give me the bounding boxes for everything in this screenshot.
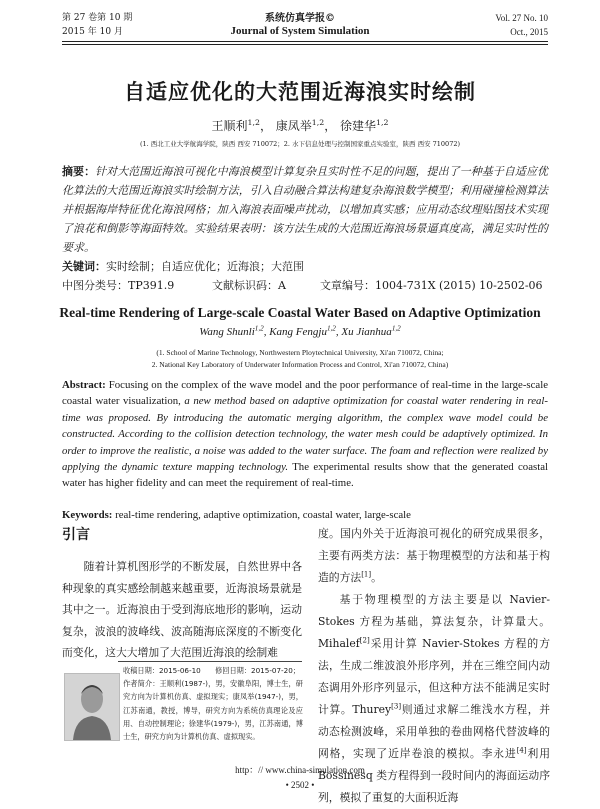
footnote-bio: 作者简介：王顺利(1987-)，男，安徽阜阳，博士生，研究方向为计算机仿真、虚拟现实；康凤举(1947-)，男，江苏南通，教授，博导，研究方向为系统仿真理论及应用、自动控制理论；徐建华(1979-)，男，江苏南通，博士生，研究方向为计算机仿真、虚拟现实。 xyxy=(123,679,303,742)
keywords-cn-label: 关键词： xyxy=(62,260,106,273)
page-number: • 2502 • xyxy=(285,780,315,790)
affiliation-en-1: (1. School of Marine Technology, Northwestern Ploytechnical University, Xi'an 710072, China; xyxy=(156,348,444,357)
author-photo xyxy=(64,673,120,741)
author-name: Kang Fengju xyxy=(269,326,327,338)
abstract-en-label: Abstract: xyxy=(62,379,106,391)
author-name: Wang Shunli xyxy=(199,326,255,338)
affiliation-cn: (1. 西北工业大学航海学院，陕西 西安 710072；2. 水下信息处理与控制国家重点实验室，陕西 西安 710072) xyxy=(140,140,460,148)
author-affil-sup: 1,2 xyxy=(311,118,325,127)
author-name: 康凤举 xyxy=(275,119,312,133)
keywords-en xyxy=(62,508,548,522)
header-volume-cn: 第 27 卷第 10 期 xyxy=(62,13,133,23)
section-heading-intro: 引言 xyxy=(62,527,90,543)
keywords-cn xyxy=(62,259,548,275)
para-text: 则通过求解二维浅水方程，并动态检测波峰，采用单独的卷曲网格代替波峰的网格，实现了近岸卷浪的模拟。李永进 xyxy=(318,703,550,760)
citation: [3] xyxy=(391,701,402,711)
paper-title-cn: 自适应优化的大范围近海浪实时绘制 xyxy=(124,79,476,104)
author-affil-sup: 1,2 xyxy=(376,118,389,127)
abstract-en-part2: a new method based on adaptive optimization for coastal water rendering in real-time was proposed. By introducing the automatic merging algorithm, the complex wave model could be constructed. According to the collision detection technology, the water mesh could be adaptively optimized. In order to improve the realistic, a noise was added to the water surface. The foam and reflection were realized by applying the dynamic texture mapping technology. xyxy=(62,395,548,474)
keywords-cn-text: 实时绘制；自适应优化；近海浪；大范围 xyxy=(106,260,304,273)
abstract-cn-text: 针对大范围近海浪可视化中海浪模型计算复杂且实时性不足的问题，提出了一种基于自适应优化算法的大范围近海浪实时绘制方法，引入自动融合算法构建复杂海浪数学模型；利用碰撞检测算法并根据海岸特征优化海浪网格；加入海浪表面噪声扰动，以增加真实感；应用动态纹理贴图技术实现了浪花和倒影等海面特效。实验结果表明：该方法生成的大范围近海浪场景逼真度高，满足实时性的要求。 xyxy=(62,165,548,254)
footnote-received: 收稿日期：2015-06-10 修回日期：2015-07-20； xyxy=(123,666,300,675)
header-rule xyxy=(62,41,548,42)
authors-cn: 王顺利$^{1,2}$， 康凤举$^{1,2}$， 徐建华$^{1,2}$ xyxy=(211,118,389,133)
author-name: 王顺利 xyxy=(211,119,248,133)
author-name: 徐建华 xyxy=(340,119,377,133)
para-text: 。 xyxy=(371,571,382,584)
header-journal-cn: 系统仿真学报© xyxy=(265,13,335,24)
author-affil-sup: 1,2 xyxy=(247,118,260,127)
footnote-rule xyxy=(118,661,302,662)
article-number: 文章编号：1004-731X (2015) 10-2502-06 xyxy=(320,279,543,292)
authors-en: Wang Shunli$^{1,2}$, Kang Fengju$^{1,2}$, Xu Jianhua$^{1,2}$ xyxy=(199,324,401,338)
keywords-en-text: real-time rendering, adaptive optimization, coastal water, large-scale xyxy=(115,509,411,521)
header-date-en: Oct., 2015 xyxy=(510,27,548,37)
intro-paragraph-left: 随着计算机图形学的不断发展，自然世界中各种现象的真实感绘制越来越重要，近海浪场景就是其中之一。近海浪由于受到海底地形的影响，运动复杂，波浪的波峰线、波高随海底深度的不断变化而变化，这大大增加了大范围近海浪的绘制难 xyxy=(62,560,302,659)
citation: [4] xyxy=(516,745,527,755)
citation: [2] xyxy=(359,635,370,645)
header-rule-thin xyxy=(62,44,548,45)
citation: [1] xyxy=(361,569,372,579)
doc-code: 文献标识码：A xyxy=(212,279,286,292)
para-text: 利用 Bossinesq 类方程得到一段时间内的海面运动序列，模拟了重复的大面积近海 xyxy=(318,747,551,804)
left-column xyxy=(62,556,302,664)
abstract-cn-label: 摘要： xyxy=(62,165,96,178)
abstract-cn xyxy=(62,162,548,257)
footer-url[interactable]: http：// www.china-simulation.com xyxy=(235,765,365,775)
intro-paragraph-right-2 xyxy=(318,589,550,809)
clc-number: 中图分类号：TP391.9 xyxy=(62,279,175,292)
affiliation-en-2: 2. National Key Laboratory of Underwater Information Process and Control, Xi'an 710072, China) xyxy=(151,360,449,369)
keywords-en-label: Keywords: xyxy=(62,509,113,521)
abstract-en-part3: The experimental results show that the generated coastal water has higher fidelity and can meet the requirement of real-time. xyxy=(62,461,548,490)
para-text: 基于物理模型的方法主要是以 Navier-Stokes 方程为基础，算法复杂，计算量大。Mihalef xyxy=(318,593,550,650)
author-affil-sup: 1,2 xyxy=(391,324,401,333)
paper-title-en: Real-time Rendering of Large-scale Coastal Water Based on Adaptive Optimization xyxy=(59,305,541,320)
header-date-cn: 2015 年 10 月 xyxy=(62,27,123,37)
intro-paragraph-right-1 xyxy=(318,523,550,589)
header-volume-en: Vol. 27 No. 10 xyxy=(495,13,548,23)
author-affil-sup: 1,2 xyxy=(326,324,336,333)
author-affil-sup: 1,2 xyxy=(254,324,264,333)
abstract-en-part1: Focusing on the complex of the wave model and the poor performance of real-time in the large-scale coastal water visualization, xyxy=(62,379,548,408)
abstract-en xyxy=(62,377,548,492)
header-journal-en: Journal of System Simulation xyxy=(230,25,370,37)
author-photo-portrait-icon xyxy=(65,674,119,740)
author-name: Xu Jianhua xyxy=(341,326,392,338)
footnote xyxy=(123,664,303,743)
para-text: 采用计算 Navier-Stokes 方程的方法，生成二维波浪外形序列，并在三维空间内动态调用外形序列显示，但这种方法不能满足实时计算。Thurey xyxy=(318,637,550,716)
para-text: 度。国内外关于近海浪可视化的研究成果很多，主要有两类方法：基于物理模型的方法和基于构造的方法 xyxy=(318,527,550,584)
